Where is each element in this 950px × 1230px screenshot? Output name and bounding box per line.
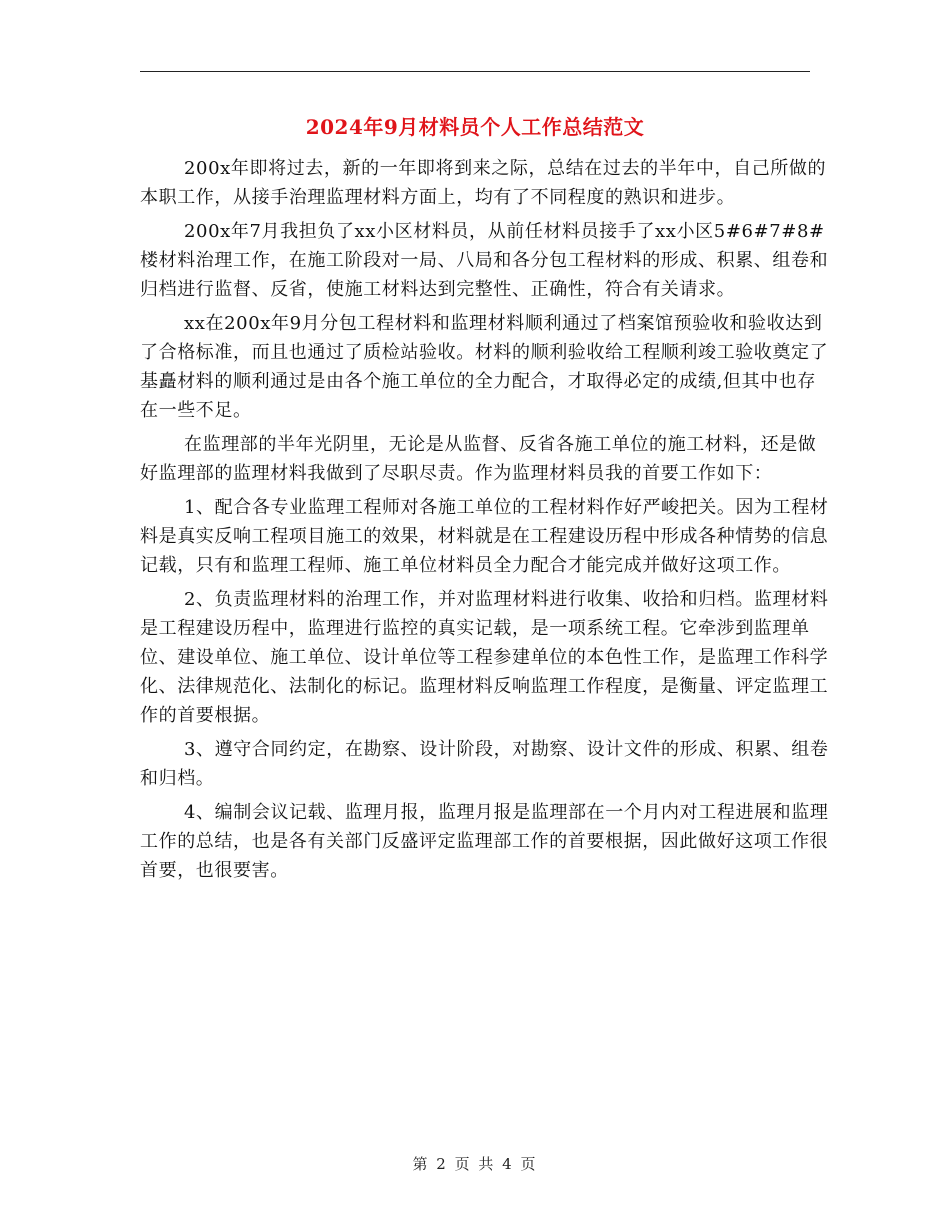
paragraph: 200x年即将过去，新的一年即将到来之际，总结在过去的半年中，自己所做的本职工作，从接手治理监理材料方面上，均有了不同程度的熟识和进步。 — [140, 158, 827, 208]
paragraph: 在监理部的半年光阴里，无论是从监督、反省各施工单位的施工材料，还是做好监理部的监理材料我做到了尽职尽责。作为监理材料员我的首要工作如下： — [140, 434, 817, 484]
paragraph: 2、负责监理材料的治理工作，并对监理材料进行收集、收拾和归档。监理材料是工程建设历程中，监理进行监控的真实记载，是一项系统工程。它牵涉到监理单位、建设单位、施工单位、设计单位等工程参建单位的本色性工作，是监理工作科学化、法律规范化、法制化的标记。监理材料反响监理工作程度，是衡量、评定监理工作的首要根据。 — [140, 589, 829, 726]
document-title: 2024年9月材料员个人工作总结范文 — [305, 115, 645, 139]
header-rule — [140, 71, 810, 72]
paragraph: 4、编制会议记载、监理月报，监理月报是监理部在一个月内对工程进展和监理工作的总结，也是各有关部门反盛评定监理部工作的首要根据，因此做好这项工作很首要，也很要害。 — [140, 802, 829, 881]
paragraph: xx在200x年9月分包工程材料和监理材料顺利通过了档案馆预验收和验收达到了合格标准，而且也通过了质检站验收。材料的顺利验收给工程顺利竣工验收奠定了基矗材料的顺利通过是由各个施工单位的全力配合，才取得必定的成绩,但其中也存在一些不足。 — [140, 313, 829, 421]
paragraph: 200x年7月我担负了xx小区材料员，从前任材料员接手了xx小区5#6#7#8#楼材料治理工作，在施工阶段对一局、八局和各分包工程材料的形成、积累、组卷和归档进行监督、反省，使施工材料达到完整性、正确性，符合有关请求。 — [140, 221, 829, 300]
paragraph: 1、配合各专业监理工程师对各施工单位的工程材料作好严峻把关。因为工程材料是真实反响工程项目施工的效果，材料就是在工程建设历程中形成各种情势的信息记载，只有和监理工程师、施工单位材料员全力配合才能完成并做好这项工作。 — [140, 497, 829, 576]
page-number: 第 2 页 共 4 页 — [412, 1155, 538, 1173]
document-body — [140, 154, 830, 890]
paragraph: 3、遵守合同约定，在勘察、设计阶段，对勘察、设计文件的形成、积累、组卷和归档。 — [140, 739, 829, 789]
